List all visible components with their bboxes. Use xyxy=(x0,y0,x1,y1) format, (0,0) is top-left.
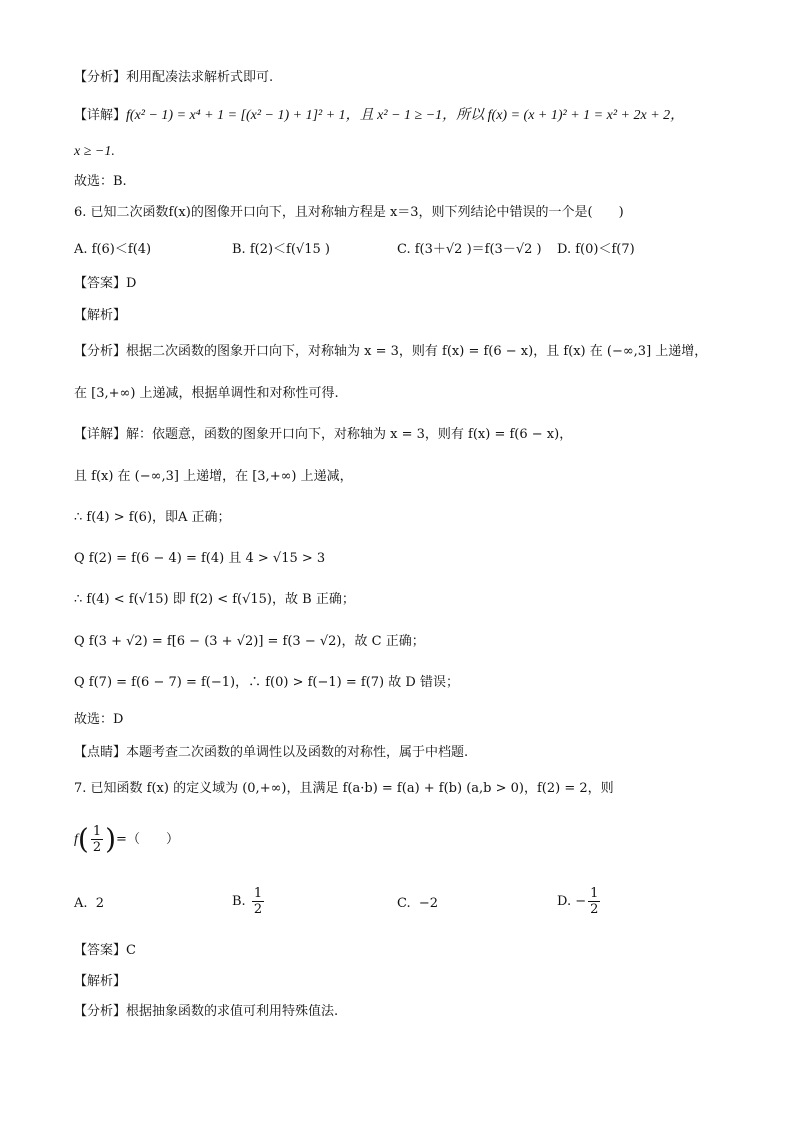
q6-step-2: ∴ f(4) > f(6)，即A 正确； xyxy=(74,510,231,525)
prev-analysis-text: 利用配凑法求解析式即可. xyxy=(126,70,274,85)
q6-option-c: C. f(3＋√2 )＝f(3－√2 ) xyxy=(397,242,542,257)
q6-choose: 故选：D xyxy=(74,712,124,727)
q7-ask xyxy=(74,822,179,858)
explain-tag: 【解析】 xyxy=(74,974,127,989)
q7-ask-rparen: ) xyxy=(105,822,117,856)
q7-option-d-fraction xyxy=(588,886,600,917)
q7-option-d-denominator: 2 xyxy=(590,902,599,917)
q6-comment-text: 本题考查二次函数的单调性以及函数的对称性，属于中档题. xyxy=(126,745,469,760)
q6-analysis-text-1: 根据二次函数的图象开口向下，对称轴为 x = 3，则有 f(x) = f(6 − x)，且 f(x) 在 (−∞,3] 上递增， xyxy=(126,344,708,359)
q7-ask-lparen: ( xyxy=(77,822,89,856)
q7-analysis-text: 根据抽象函数的求值可利用特殊值法. xyxy=(126,1004,339,1019)
q7-ask-fraction xyxy=(91,824,103,855)
detail-tag: 【详解】 xyxy=(74,427,127,442)
q7-ask-denominator: 2 xyxy=(92,840,102,855)
analysis-tag: 【分析】 xyxy=(74,344,127,359)
q7-option-d-numerator: 1 xyxy=(590,886,599,901)
q7-analysis xyxy=(74,1002,338,1022)
q7-option-b-numerator: 1 xyxy=(253,886,263,901)
analysis-tag: 【分析】 xyxy=(74,70,127,85)
prev-detail-cont xyxy=(74,142,115,162)
answer-tag: 【答案】 xyxy=(74,943,127,958)
q7-ask-f: f xyxy=(74,832,78,847)
q7-option-b-label: B. xyxy=(232,894,246,909)
q7-option-d-label: D. xyxy=(557,894,572,909)
q6-step-6: Q f(7) = f(6 − 7) = f(−1)，∴ f(0) > f(−1) = f(7) 故 D 错误； xyxy=(74,675,459,690)
prev-detail-cont-text: x ≥ −1. xyxy=(74,144,115,159)
q7-option-a-value: 2 xyxy=(95,896,105,911)
q7-option-c-value: −2 xyxy=(418,896,439,911)
prev-analysis xyxy=(74,68,273,88)
q6-stem: 6. 已知二次函数f(x)的图像开口向下，且对称轴方程是 x＝3，则下列结论中错误的一个是( ) xyxy=(74,205,624,220)
q6-answer xyxy=(74,274,136,294)
prev-detail-expr: f(x² − 1) = x⁴ + 1 = [(x² − 1) + 1]² + 1，且 x² − 1 ≥ −1，所以 f(x) = (x + 1)² + 1 = x² + 2x + 2， xyxy=(126,108,685,123)
q6-answer-value: D xyxy=(126,276,137,291)
analysis-tag: 【分析】 xyxy=(74,1004,127,1019)
explain-tag: 【解析】 xyxy=(74,308,127,323)
q6-step-5: Q f(3 + √2) = f[6 − (3 + √2)] = f(3 − √2)，故 C 正确； xyxy=(74,634,425,649)
q6-option-b: B. f(2)＜f(√15 ) xyxy=(232,242,330,257)
q7-explain-heading xyxy=(74,972,126,992)
prev-detail xyxy=(74,106,684,126)
q7-answer-value: C xyxy=(126,943,136,958)
q7-option-b-denominator: 2 xyxy=(253,902,263,917)
q7-option-c-label: C. xyxy=(397,896,411,911)
q6-explain-heading xyxy=(74,306,126,326)
detail-tag: 【详解】 xyxy=(74,108,127,123)
q7-option-c xyxy=(397,894,438,914)
q6-detail-1 xyxy=(74,425,572,445)
q7-answer xyxy=(74,941,136,961)
q6-option-a: A. f(6)＜f(4) xyxy=(74,242,152,257)
q6-comment xyxy=(74,743,468,763)
q6-option-d: D. f(0)＜f(7) xyxy=(557,242,635,257)
q7-stem: 7. 已知函数 f(x) 的定义域为 (0,+∞)，且满足 f(a·b) = f(a) + f(b) (a,b > 0)，f(2) = 2，则 xyxy=(74,781,614,796)
q7-option-a xyxy=(74,894,104,914)
answer-tag: 【答案】 xyxy=(74,276,127,291)
q7-ask-numerator: 1 xyxy=(92,824,102,839)
q7-option-d-sign: − xyxy=(575,894,587,909)
q6-step-1: 且 f(x) 在 (−∞,3] 上递增，在 [3,+∞) 上递减， xyxy=(74,469,353,484)
q7-option-b-fraction xyxy=(252,886,264,917)
q6-analysis-1 xyxy=(74,342,707,362)
q7-ask-tail: =（ ） xyxy=(116,832,179,847)
comment-tag: 【点睛】 xyxy=(74,745,127,760)
prev-choose: 故选：B. xyxy=(74,174,127,189)
q6-step-4: ∴ f(4) < f(√15) 即 f(2) < f(√15)，故 B 正确； xyxy=(74,592,355,607)
q7-option-a-label: A. xyxy=(74,896,88,911)
q6-step-3: Q f(2) = f(6 − 4) = f(4) 且 4 > √15 > 3 xyxy=(74,551,326,566)
q6-analysis-2: 在 [3,+∞) 上递减，根据单调性和对称性可得. xyxy=(74,386,339,401)
q6-detail-text-1: 解：依题意，函数的图象开口向下，对称轴为 x = 3，则有 f(x) = f(6 − x)， xyxy=(126,427,573,442)
q7-option-b xyxy=(232,886,266,917)
q7-option-d xyxy=(557,886,602,917)
